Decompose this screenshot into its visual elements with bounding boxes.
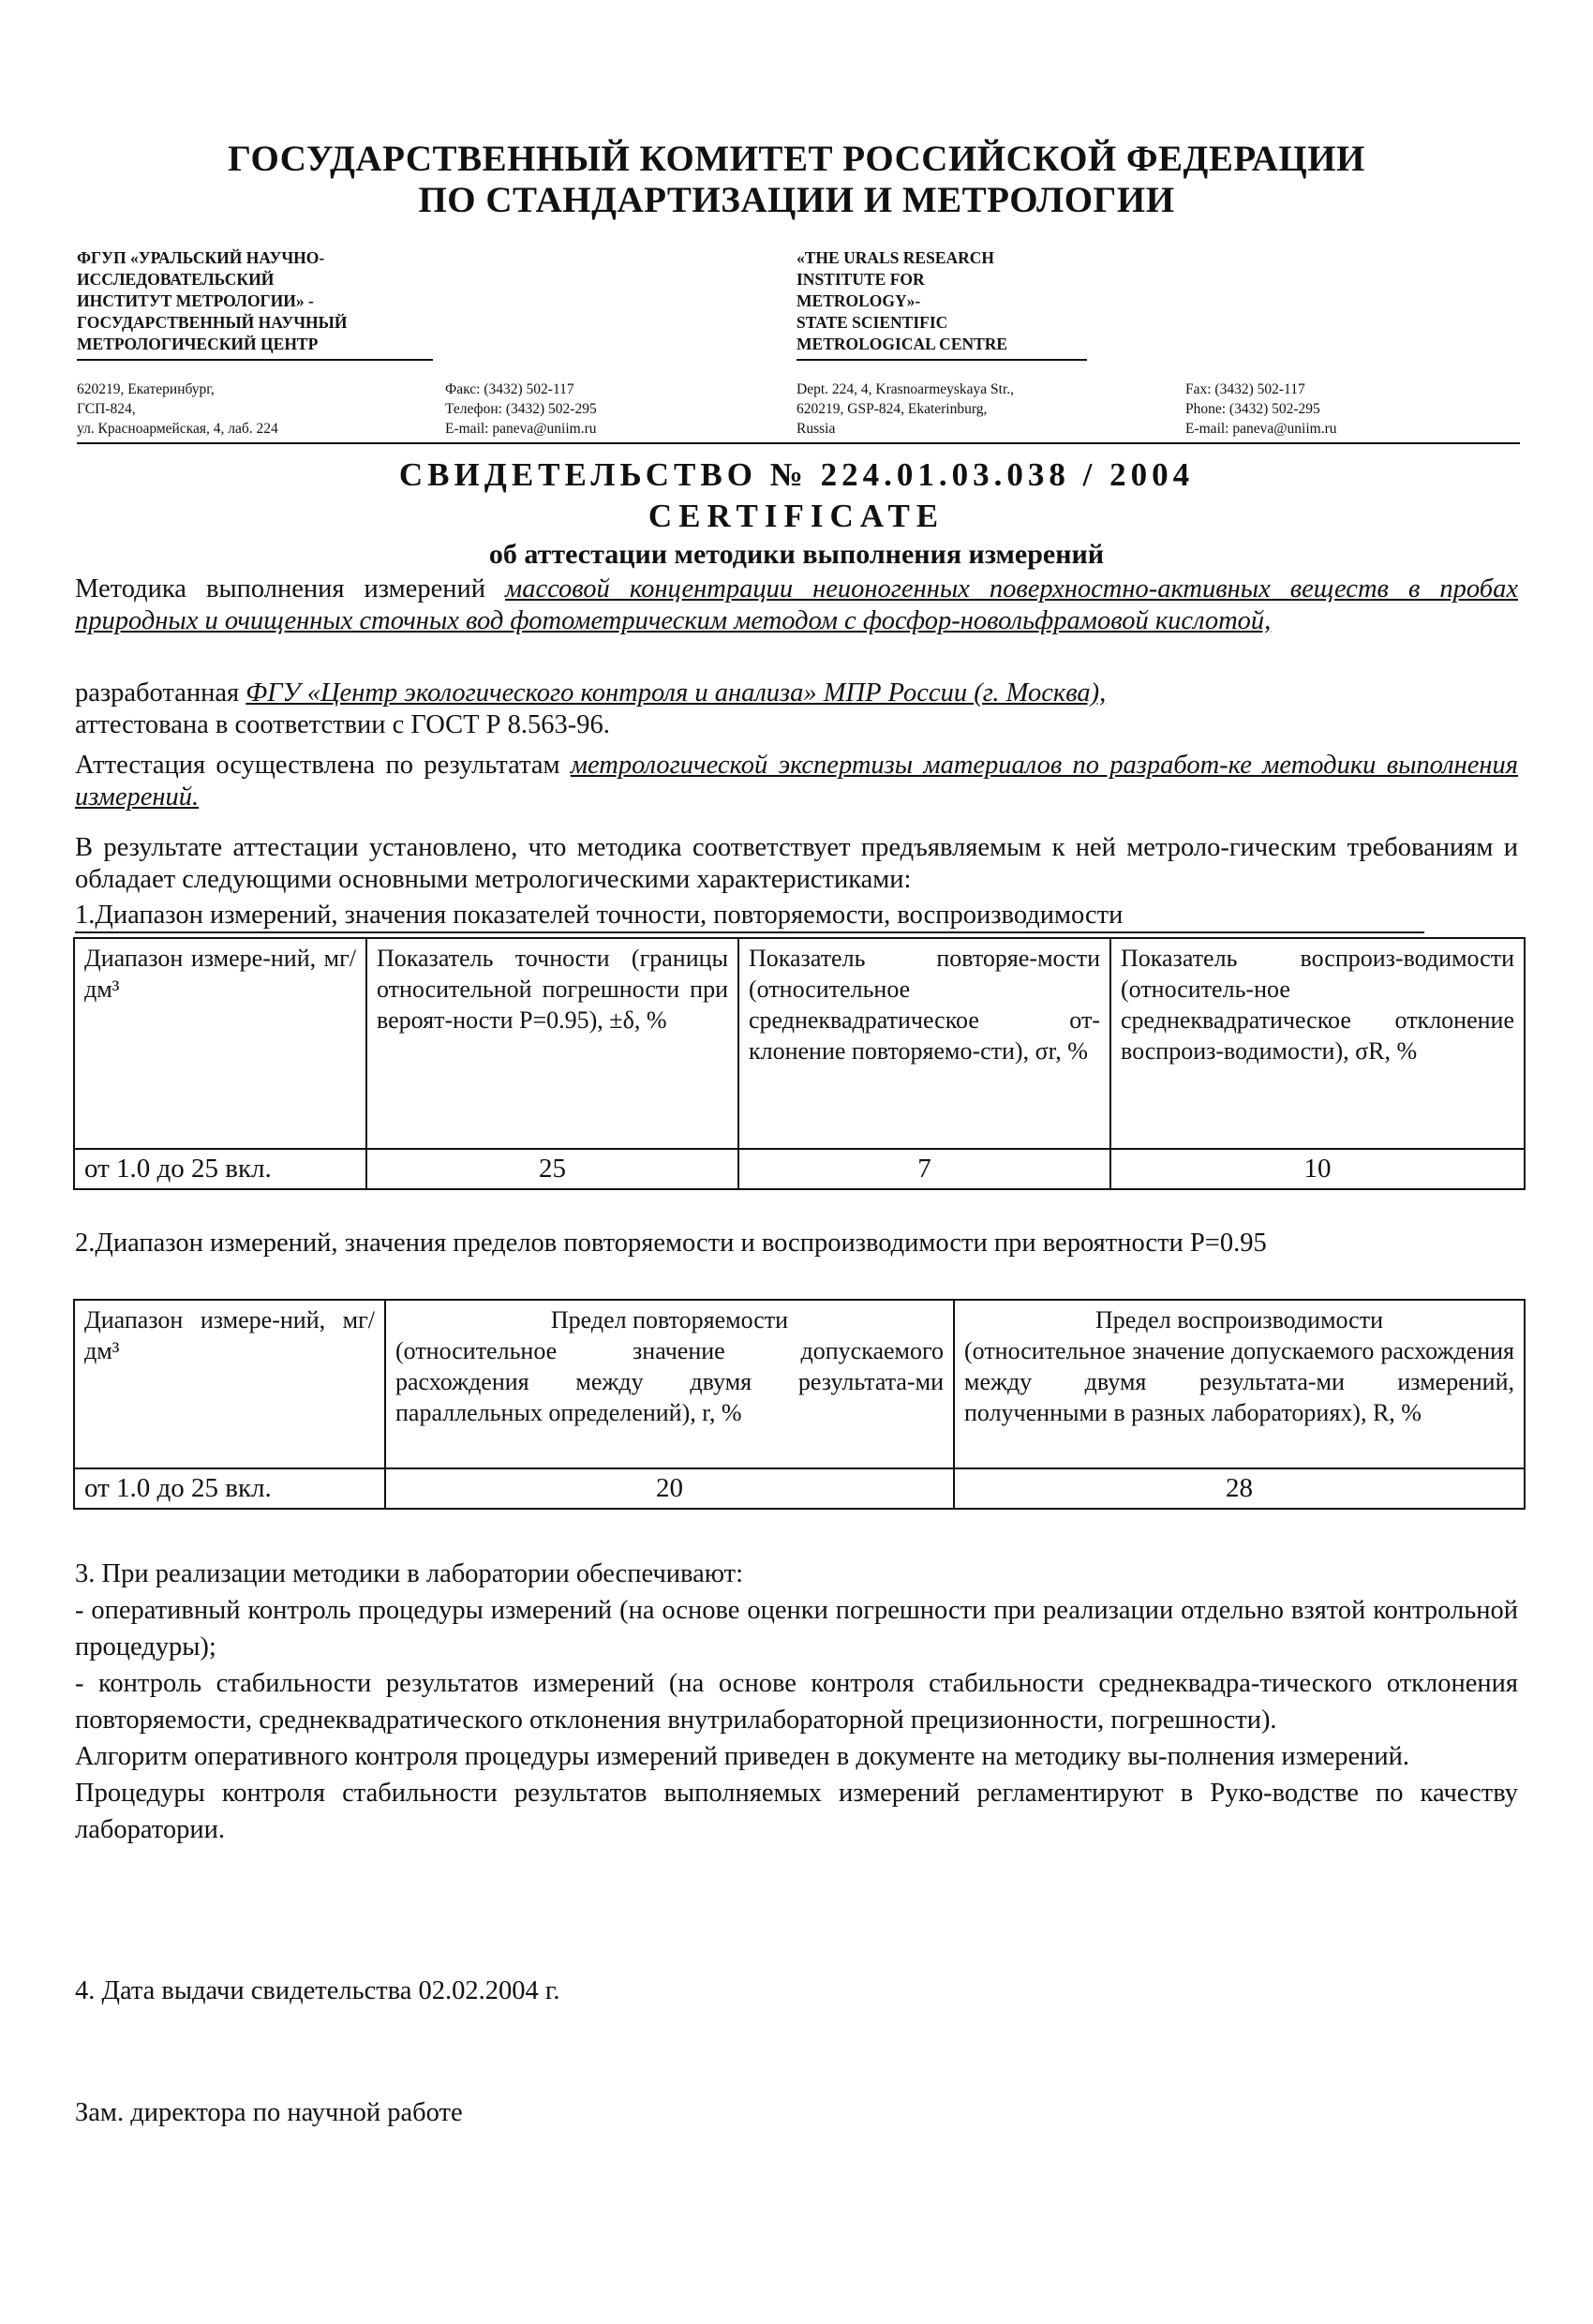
certificate-number: СВИДЕТЕЛЬСТВО № 224.01.03.038 / 2004	[398, 456, 1195, 493]
contact-line: Fax: (3432) 502-117	[1185, 381, 1305, 397]
contact-line: Факс: (3432) 502-117	[445, 381, 574, 397]
header-divider	[77, 442, 1520, 444]
table2-reproducibility-desc: (относительное значение допускаемого расхождения между двумя результата-ми измерений, полученными в разных лабораториях), R, %	[964, 1337, 1514, 1426]
org-en-line: METROLOGY»-	[796, 291, 921, 310]
org-en-line: METROLOGICAL CENTRE	[796, 335, 1008, 353]
contacts-ru-communication	[445, 380, 597, 439]
org-ru-line: ФГУП «УРАЛЬСКИЙ НАУЧНО-	[77, 248, 325, 267]
issue-date: 4. Дата выдачи свидетельства 02.02.2004 г.	[75, 1976, 560, 2005]
org-ru-line: ГОСУДАРСТВЕННЫЙ НАУЧНЫЙ	[77, 313, 348, 332]
org-en-line: «THE URALS RESEARCH	[796, 248, 995, 267]
section1-title: 1.Диапазон измерений, значения показателей точности, повторяемости, воспроизводимости	[75, 900, 1424, 933]
contact-line: E-mail: paneva@uniim.ru	[1185, 421, 1337, 437]
section3	[75, 1556, 1518, 1848]
table-limits	[73, 1299, 1526, 1510]
table1-repeatability-cell: 7	[738, 1149, 1110, 1189]
table-row	[74, 1468, 1525, 1509]
table2-repeatability-title: Предел повторяемости	[550, 1306, 789, 1333]
org-name-russian	[77, 247, 347, 355]
org-ru-line: ИССЛЕДОВАТЕЛЬСКИЙ	[77, 270, 275, 289]
method-paragraph	[75, 574, 1518, 637]
attestation-basis-lead: Аттестация осуществлена по результатам	[75, 751, 571, 780]
table2-range-cell: от 1.0 до 25 вкл.	[74, 1468, 385, 1509]
table2-header-range: Диапазон измере-ний, мг/дм³	[74, 1300, 385, 1468]
table2-repeatability-cell: 20	[385, 1468, 954, 1509]
table2-header-reproducibility	[954, 1300, 1525, 1468]
table1-header-range: Диапазон измере-ний, мг/дм³	[74, 938, 366, 1149]
contact-line: 620219, GSP-824, Ekaterinburg,	[796, 401, 988, 417]
section3-item: - контроль стабильности результатов измерений (на основе контроля стабильности среднеквадра-тического отклонения повторяемости, среднеквадратического отклонения внутрилабораторной прецизионности, погрешности).	[75, 1669, 1518, 1735]
contact-line: Dept. 224, 4, Krasnoarmeyskaya Str.,	[796, 381, 1015, 397]
contact-line: ул. Красноармейская, 4, лаб. 224	[77, 421, 278, 437]
table1-header-accuracy: Показатель точности (границы относительной погрешности при вероят-ности Р=0.95), ±δ, %	[366, 938, 738, 1149]
table-header-row	[74, 1300, 1525, 1468]
table1-range-cell: от 1.0 до 25 вкл.	[74, 1149, 366, 1189]
contact-line: Телефон: (3432) 502-295	[445, 401, 597, 417]
attestation-standard: аттестована в соответствии с ГОСТ Р 8.563-96.	[75, 710, 610, 739]
section3-title: 3. При реализации методики в лаборатории обеспечивают:	[75, 1559, 744, 1588]
table2-reproducibility-title: Предел воспроизводимости	[1094, 1306, 1383, 1333]
contact-line: Russia	[796, 421, 836, 437]
attestation-basis-paragraph	[75, 750, 1518, 813]
org-en-underline	[796, 359, 1087, 361]
section3-item: Алгоритм оперативного контроля процедуры измерений приведен в документе на методику вы-полнения измерений.	[75, 1742, 1409, 1771]
table2-header-repeatability	[385, 1300, 954, 1468]
contacts-en-address	[796, 380, 1014, 439]
contacts-en-communication	[1185, 380, 1336, 439]
result-paragraph: В результате аттестации установлено, что методика соответствует предъявляемым к ней метроло-гическим требованиям и обладает следующими основными метрологическими характеристиками:	[75, 833, 1518, 894]
section3-item: - оперативный контроль процедуры измерений (на основе оценки погрешности при реализации отдельно взятой контрольной процедуры);	[75, 1596, 1518, 1661]
signature-line: Зам. директора по научной работе	[75, 2098, 463, 2127]
table2-repeatability-desc: (относительное значение допускаемого расхождения между двумя результата-ми параллельных определений), r, %	[395, 1337, 944, 1426]
committee-title-line1: ГОСУДАРСТВЕННЫЙ КОМИТЕТ РОССИЙСКОЙ ФЕДЕРАЦИИ	[228, 139, 1365, 179]
method-lead: Методика выполнения измерений	[75, 574, 506, 603]
section2-title: 2.Диапазон измерений, значения пределов повторяемости и воспроизводимости при вероятности Р=0.95	[75, 1229, 1267, 1258]
contacts-ru-address	[77, 380, 278, 439]
table1-accuracy-cell: 25	[366, 1149, 738, 1189]
certificate-subtitle: об аттестации методики выполнения измерений	[488, 539, 1105, 570]
org-name-english	[796, 247, 1007, 355]
contact-line: E-mail: paneva@uniim.ru	[445, 421, 597, 437]
org-en-line: INSTITUTE FOR	[796, 270, 925, 289]
contact-line: Phone: (3432) 502-295	[1185, 401, 1320, 417]
developer-name: ФГУ «Центр экологического контроля и анализа» МПР России (г. Москва),	[246, 678, 1107, 708]
table-header-row	[74, 938, 1525, 1149]
method-name: массовой концентрации неионогенных поверхностно-активных веществ в пробах природных и очищенных сточных вод фотометрическим методом с фосфор-новольфрамовой кислотой,	[75, 574, 1518, 635]
contact-line: ГСП-824,	[77, 401, 136, 417]
table1-header-reproducibility: Показатель воспроиз-водимости (относитель-ное среднеквадратическое отклонение воспроиз-водимости), σR, %	[1110, 938, 1525, 1149]
org-ru-underline	[77, 359, 433, 361]
table-row	[74, 1149, 1525, 1189]
certificate-english-title: CERTIFICATE	[648, 498, 945, 534]
table2-reproducibility-cell: 28	[954, 1468, 1525, 1509]
org-ru-line: ИНСТИТУТ МЕТРОЛОГИИ» -	[77, 291, 314, 310]
contact-line: 620219, Екатеринбург,	[77, 381, 215, 397]
table-accuracy	[73, 937, 1526, 1190]
committee-title-line2: ПО СТАНДАРТИЗАЦИИ И МЕТРОЛОГИИ	[418, 180, 1175, 220]
section3-item: Процедуры контроля стабильности результатов выполняемых измерений регламентируют в Руко-водстве по качеству лаборатории.	[75, 1779, 1518, 1844]
developer-lead: разработанная	[75, 678, 246, 708]
developer-paragraph	[75, 678, 1518, 709]
org-ru-line: МЕТРОЛОГИЧЕСКИЙ ЦЕНТР	[77, 335, 319, 353]
attestation-basis: метрологической экспертизы материалов по разработ-ке методики выполнения измерений.	[75, 751, 1519, 812]
table1-header-repeatability: Показатель повторяе-мости (относительное среднеквадратическое от-клонение повторяемо-сти), σr, %	[738, 938, 1110, 1149]
org-en-line: STATE SCIENTIFIC	[796, 313, 948, 332]
table1-reproducibility-cell: 10	[1110, 1149, 1525, 1189]
